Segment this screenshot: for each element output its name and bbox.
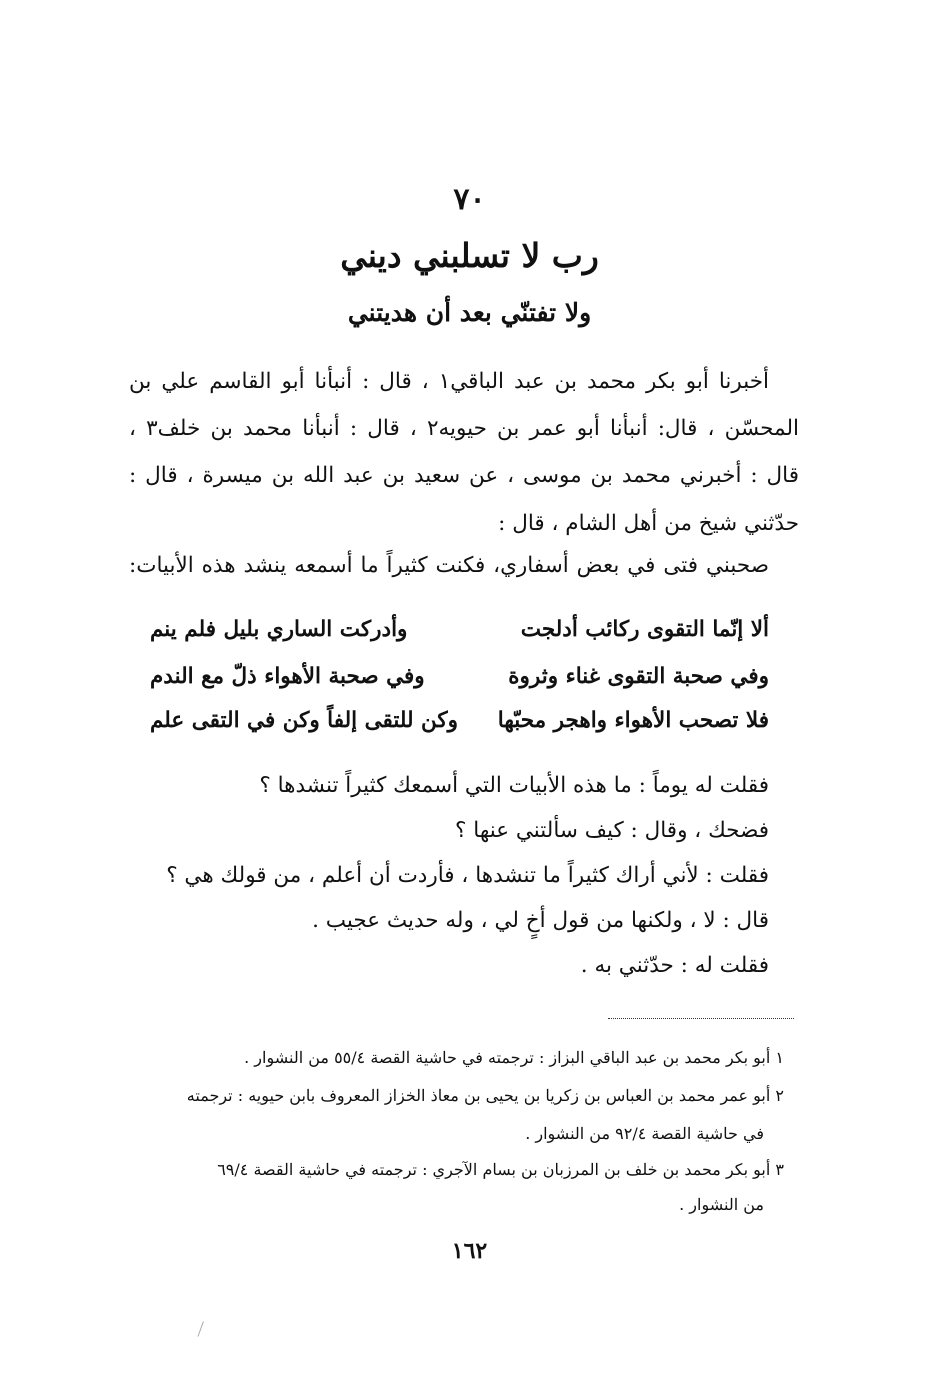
body-line: حدّثني شيخ من أهل الشام ، قال : [498,511,799,536]
verse-second-hemistich: وفي صحبة الأهواء ذلّ مع الندم [150,664,425,689]
story-subtitle: ولا تفتنّي بعد أن هديتني [347,298,592,327]
dialogue-line: قال : لا ، ولكنها من قول أخٍ لي ، وله حديث عجيب . [312,908,769,933]
body-line: أخبرنا أبو بكر محمد بن عبد الباقي١ ، قال : أنبأنا أبو القاسم علي بن [129,369,769,394]
footnote-divider [608,1018,794,1019]
footnote: ٢ أبو عمر محمد بن العباس بن زكريا بن يحيى بن معاذ الخزاز المعروف بابن حيويه : ترجمته [186,1086,784,1105]
verse-second-hemistich: وكن للتقى إلفاً وكن في التقى علم [150,708,459,733]
verse-first-hemistich: وفي صحبة التقوى غناء وثروة [508,664,769,689]
dialogue-line: فقلت له يوماً : ما هذه الأبيات التي أسمعك كثيراً تنشدها ؟ [259,773,769,798]
body-line: قال : أخبرني محمد بن موسى ، عن سعيد بن عبد الله بن ميسرة ، قال : [129,463,799,488]
footnote: ١ أبو بكر محمد بن عبد الباقي البزاز : ترجمته في حاشية القصة ٥٥/٤ من النشوار . [244,1048,784,1067]
dialogue-line: فضحك ، وقال : كيف سألتني عنها ؟ [455,818,769,843]
story-number: ٧٠ [453,182,486,217]
verse-second-hemistich: وأدركت الساري بليل فلم ينم [150,617,408,642]
scan-mark [197,1321,209,1338]
body-line: المحسّن ، قال: أنبأنا أبو عمر بن حيويه٢ ، قال : أنبأنا محمد بن خلف٣ ، [129,416,799,441]
dialogue-line: فقلت : لأني أراك كثيراً ما تنشدها ، فأردت أن أعلم ، من قولك هي ؟ [166,863,769,888]
footnote-continuation: في حاشية القصة ٩٢/٤ من النشوار . [525,1124,764,1143]
footnote-continuation: من النشوار . [679,1195,764,1214]
footnote: ٣ أبو بكر محمد بن خلف بن المرزبان بن بسام الآجري : ترجمته في حاشية القصة ٦٩/٤ [217,1160,784,1179]
verse-first-hemistich: ألا إنّما التقوى ركائب أدلجت [520,617,769,642]
dialogue-line: فقلت له : حدّثني به . [580,953,769,978]
story-title: رب لا تسلبني ديني [340,236,599,275]
body-line: صحبني فتى في بعض أسفاري، فكنت كثيراً ما أسمعه ينشد هذه الأبيات: [129,553,769,578]
verse-first-hemistich: فلا تصحب الأهواء واهجر محبّها [497,708,769,733]
page-number: ١٦٢ [451,1238,488,1264]
